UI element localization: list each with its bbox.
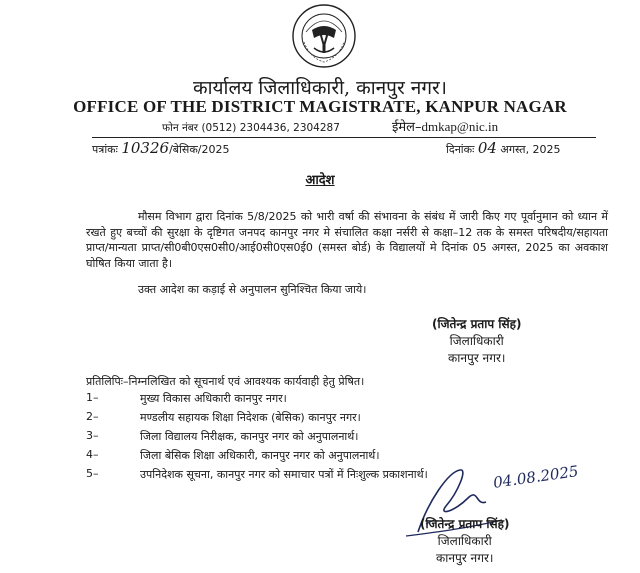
signatory-place: कानपुर नगर।	[448, 351, 506, 365]
phone-label: फोन नंबर	[162, 122, 199, 134]
copy-heading: प्रतिलिपिः–निम्नलिखित को सूचनार्थ एवं आवश्यक कार्यवाही हेतु प्रेषित।	[86, 375, 365, 388]
reference-suffix: /बेसिक/2025	[169, 143, 230, 156]
up-government-emblem	[290, 2, 358, 72]
date-day: 04	[477, 139, 497, 157]
letter-number	[92, 139, 229, 157]
header-divider	[92, 137, 596, 138]
copy-item-text: मुख्य विकास अधिकारी कानपुर नगर।	[140, 392, 287, 405]
order-text: मौसम विभाग द्वारा दिनांक 5/8/2025 को भारी वर्षा की संभावना के संबंध में जारी किए गए पूर्वानुमान को ध्यान में रखते हुए बच्चों की सुरक्षा के दृष्टिगत जनपद कानपुर नगर मे संचालित कक्षा नर्सरी से कक्षा–12 तक के समस्त परिषदीय/सहायता प्राप्त/मान्यता प्राप्त/सी0बी0एस0सी0/आई0सी0एस0ई0 (समस्त बोर्ड) के विद्यालयों मे दिनांक 05 अगस्त, 2025 का अवकाश घोषित किया जाता है।	[86, 210, 608, 270]
email-info	[392, 117, 498, 135]
signatory-name: (जितेन्द्र प्रताप सिंह)	[432, 317, 522, 331]
phone-numbers: (0512) 2304436, 2304287	[201, 122, 340, 134]
copy-item-number: 2–	[86, 410, 99, 423]
copy-item-number: 4–	[86, 448, 99, 461]
copy-item-text: उपनिदेशक सूचना, कानपुर नगर को समाचार पत्रों में निःशुल्क प्रकाशनार्थ।	[140, 468, 428, 481]
date-month-year: अगस्त, 2025	[500, 143, 561, 156]
signatory-designation: जिलाधिकारी	[449, 334, 504, 348]
office-title-hindi: कार्यालय जिलाधिकारी, कानपुर नगर।	[193, 77, 447, 99]
reference-label: पत्रांकः	[92, 143, 118, 156]
reference-number: 10326	[121, 139, 170, 157]
office-title-english: OFFICE OF THE DISTRICT MAGISTRATE, KANPUR NAGAR	[73, 97, 567, 116]
signatory-name: (जितेन्द्र प्रताप सिंह)	[420, 517, 510, 531]
copy-item-text: जिला बेसिक शिक्षा अधिकारी, कानपुर नगर को अनुपालनार्थ।	[140, 449, 380, 462]
compliance-line: उक्त आदेश का कड़ाई से अनुपालन सुनिश्चित किया जाये।	[138, 283, 367, 296]
signatory-designation: जिलाधिकारी	[437, 534, 492, 548]
signature-block-1	[432, 316, 521, 367]
handwritten-date: 04.08.2025	[492, 462, 580, 492]
order-title: आदेश	[305, 173, 335, 188]
copy-item-number: 3–	[86, 429, 99, 442]
copy-item-number: 1–	[86, 391, 99, 404]
emblem-icon	[290, 2, 358, 72]
email-address: dmkap@nic.in	[421, 119, 499, 134]
copy-item-text: मण्डलीय सहायक शिक्षा निदेशक (बेसिक) कानपुर नगर।	[140, 411, 361, 424]
letter-date	[446, 139, 561, 157]
email-label: ईमेल–	[392, 120, 422, 135]
signatory-place: कानपुर नगर।	[436, 551, 494, 565]
date-label: दिनांकः	[446, 143, 475, 156]
copy-item-text: जिला विद्यालय निरीक्षक, कानपुर नगर को अनुपालनार्थ।	[140, 430, 359, 443]
copy-item-number: 5–	[86, 467, 99, 480]
phone-info	[162, 121, 340, 135]
signature-block-2	[420, 516, 509, 567]
order-paragraph	[86, 209, 608, 271]
